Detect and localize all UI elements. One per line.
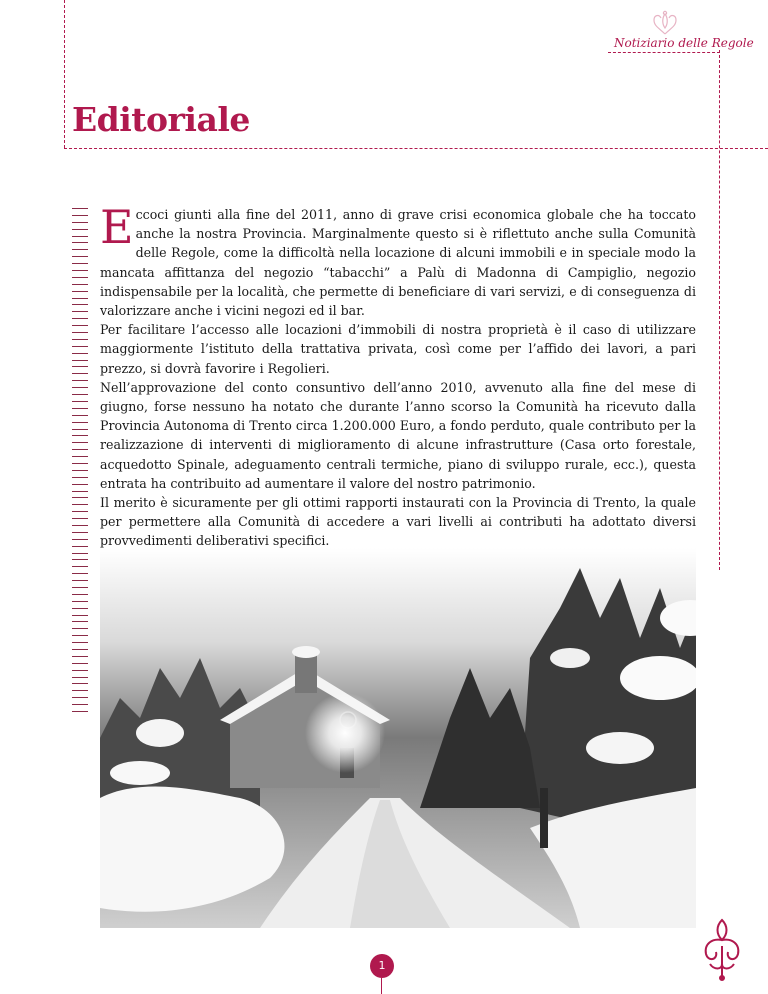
article-paragraph-3: Nell’approvazione del conto consuntivo dell’anno 2010, avvenuto alla fine del mese di giugno, forse nessuno ha notato che durante l’anno scorso la Comunità ha ricevuto dalla Provincia Autonoma di Trento circa 1.200.000 Euro, a fondo perduto, quale contributo per la realizzazione di interventi di miglioramento di alcune infrastrutture (Casa orto forestale, acquedotto Spinale, adeguamento centrali termiche, piano di sviluppo rurale, ecc.), questa entrata ha contribuito ad aumentare il valore del nostro patrimonio.	[100, 379, 696, 491]
margin-tick-marks	[72, 208, 92, 718]
snowy-chapel-night-photo	[100, 548, 696, 928]
page-number: 1	[370, 954, 394, 978]
title-underline	[64, 148, 768, 149]
right-frame-line	[719, 50, 720, 570]
page-title: Editoriale	[72, 100, 250, 139]
article-paragraph-1: Eccoci giunti alla fine del 2011, anno di grave crisi economica globale che ha toccato anche la nostra Provincia. Marginalmente questo si è riflettuto anche sulla Comunità delle Regole, come la difficoltà nella locazione di alcuni immobili e in speciale modo la mancata affittanza del negozio “tabacchi” a Palù di Madonna di Campiglio, negozio indispensabile per la località, che permette di beneficiare di vari servizi, e di conseguenza di valorizzare anche i vicini negozi ed il bar.	[100, 200, 696, 319]
article-paragraph-4: Il merito è sicuramente per gli ottimi rapporti instaurati con la Provincia di Trento, la quale per permettere alla Comunità di accedere a vari livelli ai contributi ha adottato diversi provvedimenti deliberativi specifici.	[100, 495, 696, 549]
drop-cap: E	[100, 200, 134, 254]
page-number-stem	[381, 978, 382, 994]
floral-crown-icon	[650, 10, 680, 36]
editorial-article	[100, 200, 696, 551]
publication-name: Notiziario delle Regole	[614, 36, 754, 50]
left-frame-line	[64, 0, 65, 148]
article-paragraph-2: Per facilitare l’accesso alle locazioni d’immobili di nostra proprietà è il caso di utilizzare maggiormente l’istituto della trattativa privata, così come per l’affido dei lavori, a pari prezzo, si dovrà favorire i Regolieri.	[100, 322, 696, 376]
floral-ornament-icon	[698, 916, 746, 982]
header-rule	[608, 52, 720, 53]
